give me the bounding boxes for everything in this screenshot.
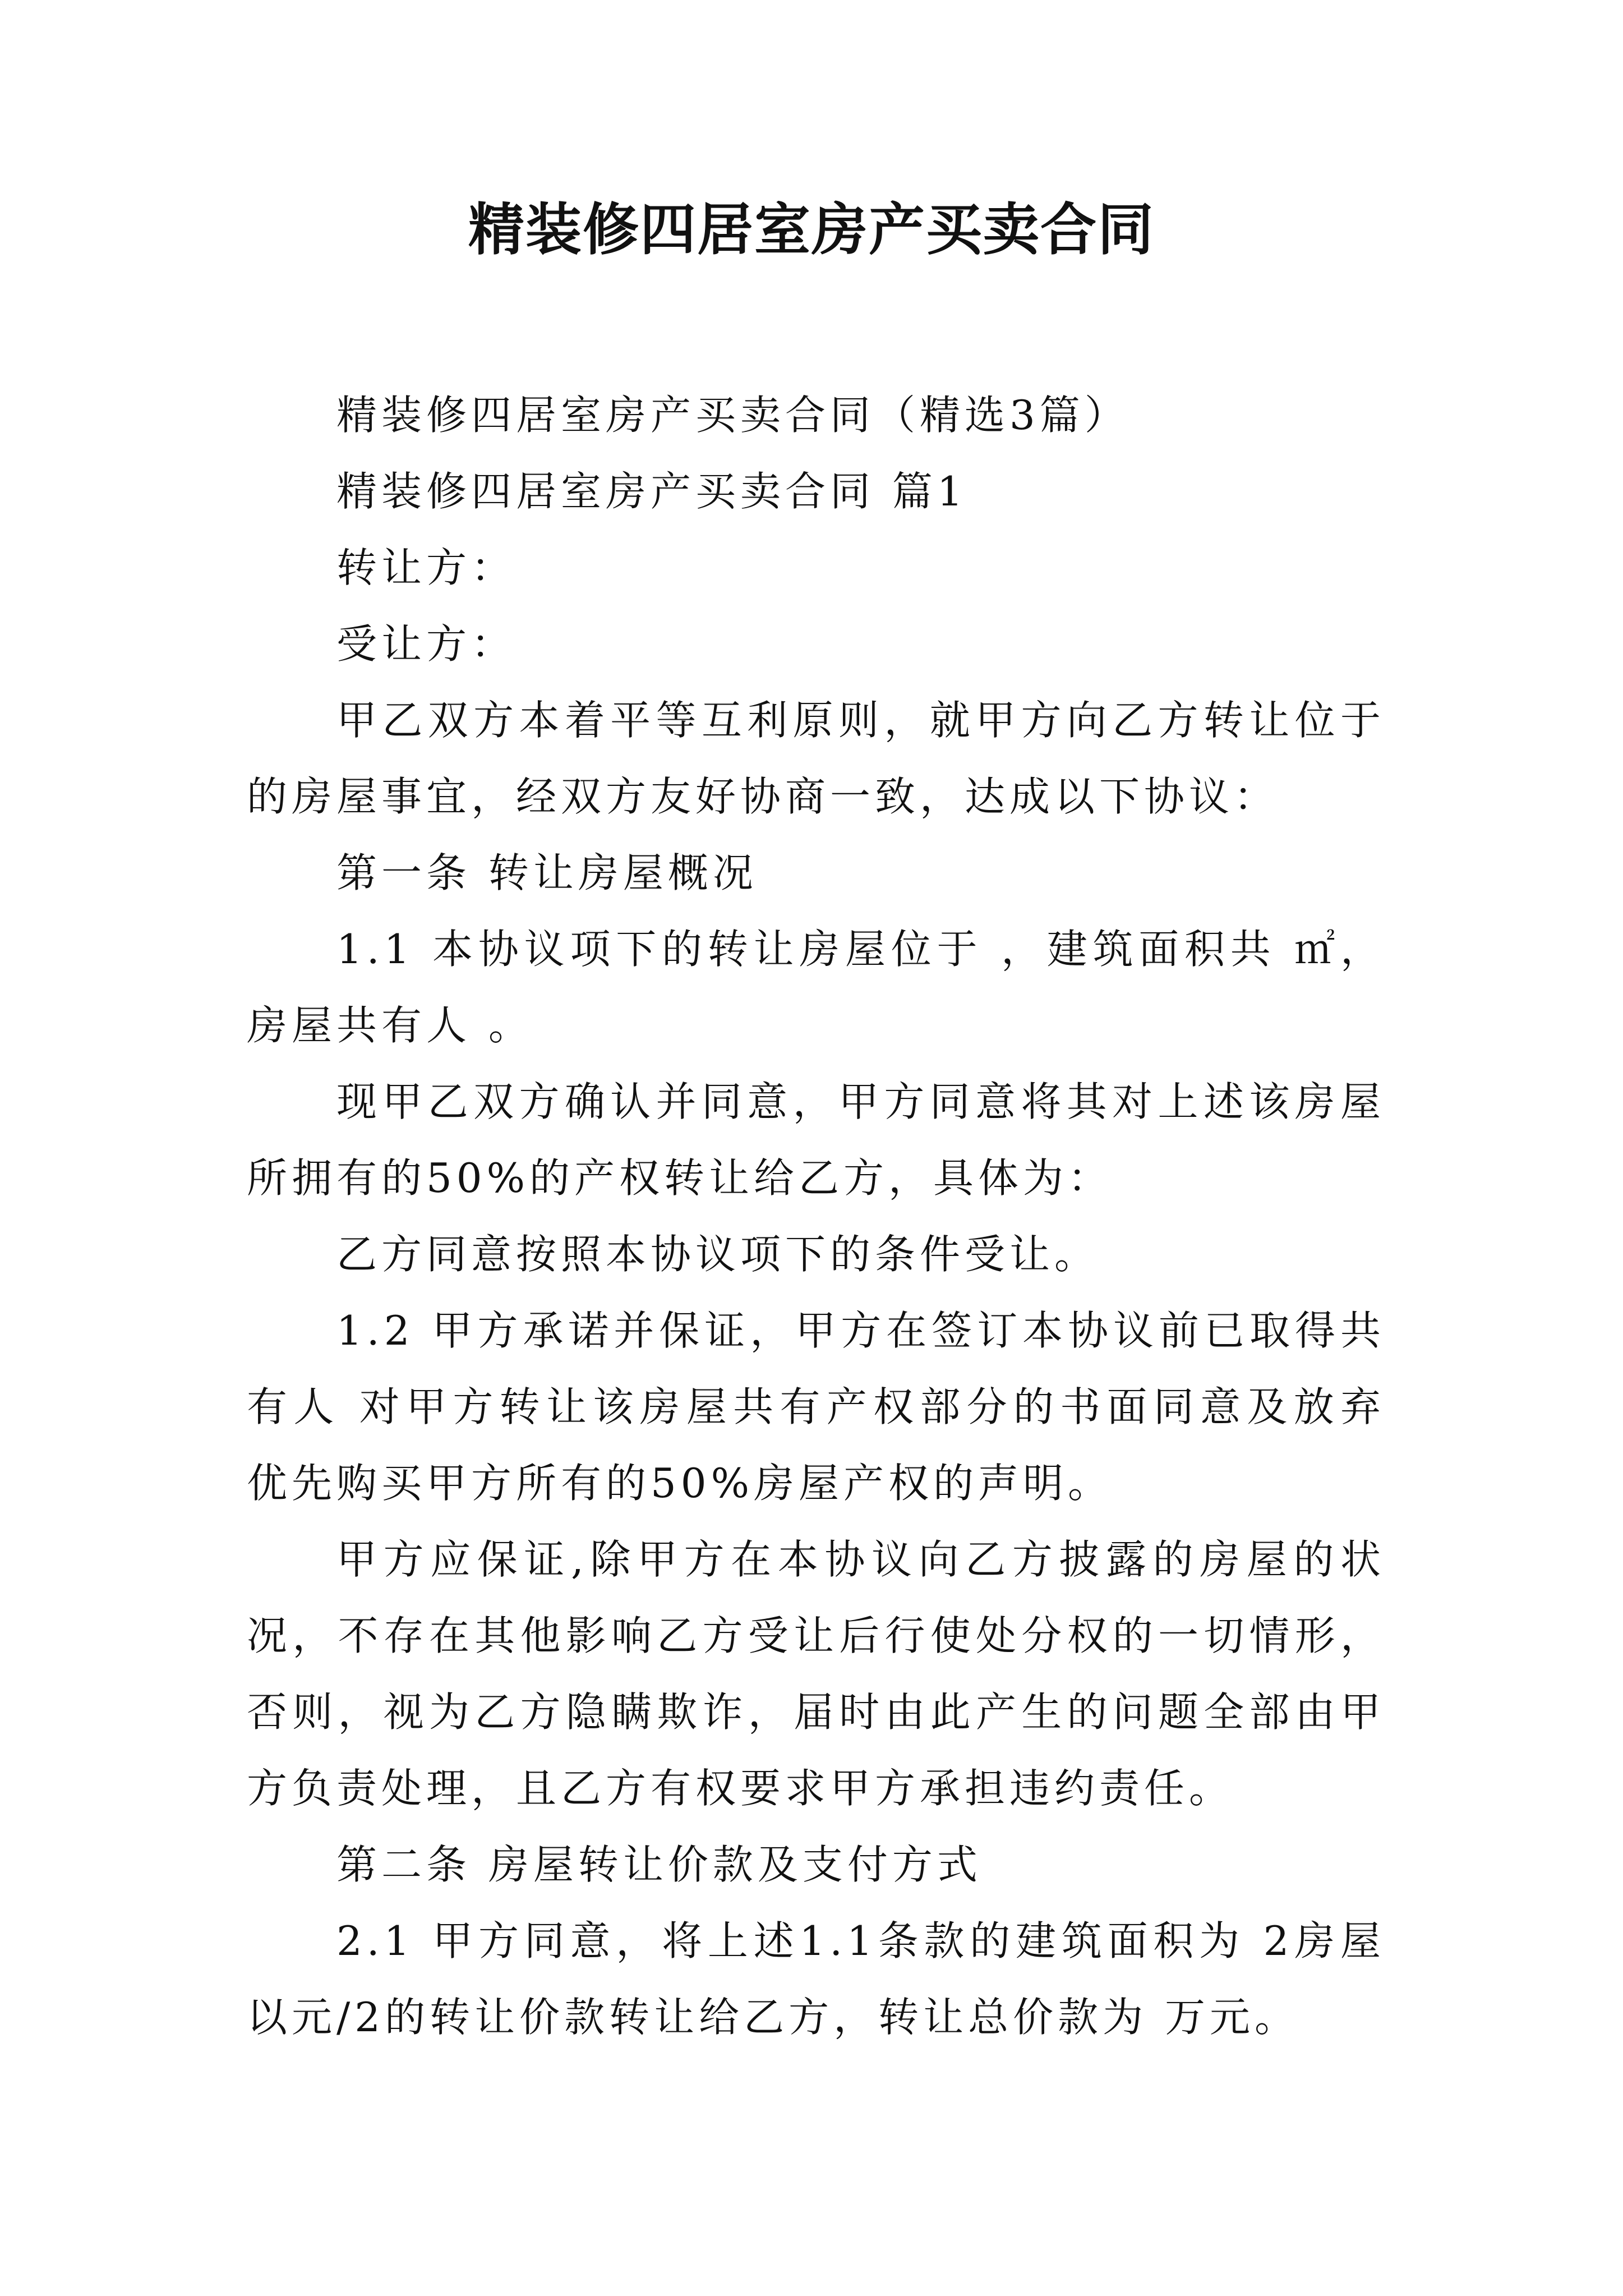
- paragraph-warranty: 甲方应保证,除甲方在本协议向乙方披露的房屋的状况，不存在其他影响乙方受让后行使处分权的一切情形，否则，视为乙方隐瞒欺诈，届时由此产生的问题全部由甲方负责处理，且乙方有权要求甲方承担违约责任。: [247, 1536, 1385, 1812]
- paragraph-transferee: 受让方：: [336, 620, 517, 668]
- paragraph-preamble: 甲乙双方本着平等互利原则，就甲方向乙方转让位于的房屋事宜，经双方友好协商一致，达成以下协议：: [247, 697, 1385, 820]
- paragraph-transferor: 转让方：: [336, 544, 517, 591]
- paragraph-subtitle: 精装修四居室房产买卖合同（精选3篇）: [336, 392, 1129, 439]
- document-body: [247, 377, 1385, 2055]
- paragraph-property-share: 现甲乙双方确认并同意，甲方同意将其对上述该房屋所拥有的50%的产权转让给乙方，具体为：: [247, 1078, 1385, 1202]
- paragraph-acceptance: 乙方同意按照本协议项下的条件受让。: [336, 1231, 1100, 1278]
- paragraph-section-heading: 精装修四居室房产买卖合同 篇1: [336, 468, 967, 515]
- paragraph-clause-1-2: 1.2 甲方承诺并保证，甲方在签订本协议前已取得共有人 对甲方转让该房屋共有产权部分的书面同意及放弃优先购买甲方所有的50%房屋产权的声明。: [247, 1307, 1385, 1507]
- document-title: 精装修四居室房产买卖合同: [468, 197, 1155, 263]
- paragraph-clause-1-1: 1.1 本协议项下的转让房屋位于 ，建筑面积共 ㎡，房屋共有人 。: [247, 926, 1385, 1049]
- paragraph-article-1-heading: 第一条 转让房屋概况: [336, 849, 758, 896]
- paragraph-article-2-heading: 第二条 房屋转让价款及支付方式: [336, 1841, 982, 1888]
- paragraph-clause-2-1: 2.1 甲方同意，将上述1.1条款的建筑面积为 2房屋以元/2的转让价款转让给乙方，转让总价款为 万元。: [247, 1917, 1385, 2041]
